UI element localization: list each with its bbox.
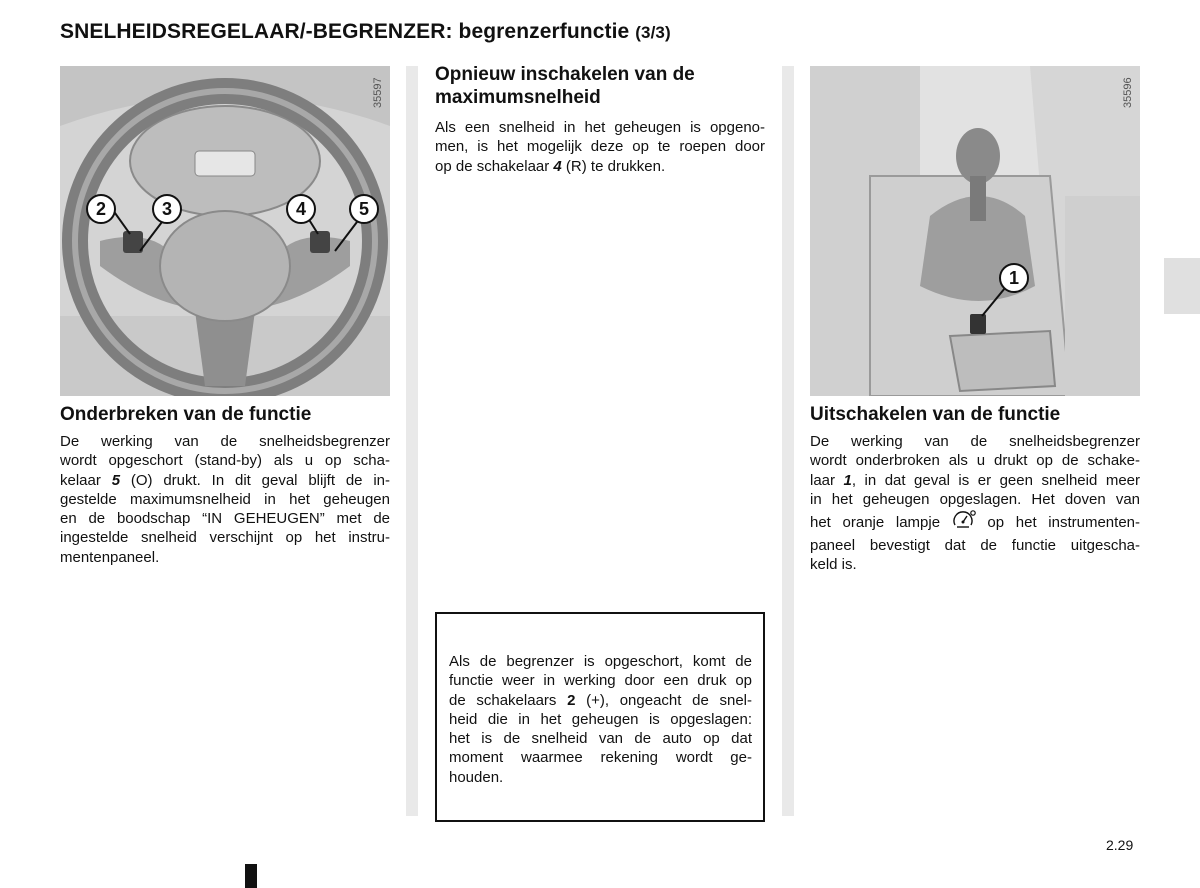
page-title (60, 20, 671, 44)
section-heading-disable: Uitschakelen van de functie (810, 404, 1061, 425)
gear-lever-figure (810, 66, 1140, 396)
text-span: op de schakelaar (435, 157, 554, 175)
speed-limiter-warning-icon (952, 509, 976, 531)
switch-number: 2 (567, 691, 576, 709)
page-title-text: SNELHEIDSREGELAAR/-BEGRENZER: begrenzerfunctie (60, 20, 630, 43)
text-span: laar (810, 471, 844, 489)
callout-1 (999, 263, 1029, 293)
text-line: keld is. (810, 556, 857, 574)
text-line: De werking van de snelheidsbegrenzer (810, 433, 1140, 450)
section-body-pause (60, 432, 390, 567)
crop-mark (245, 864, 257, 888)
text-line (810, 509, 1140, 536)
text-span: kelaar (60, 471, 112, 489)
section-body-disable (810, 432, 1140, 575)
text-line: gestelde maximumsnelheid in het geheugen (60, 490, 390, 508)
section-heading-reenable (435, 63, 765, 109)
text-span: op het instrumenten- (975, 514, 1140, 532)
callout-5 (349, 194, 379, 224)
note-box (435, 612, 765, 822)
text-span: (O) drukt. In dit geval blijft de in- (120, 471, 390, 489)
callout-3 (152, 194, 182, 224)
steering-wheel-illustration (60, 66, 390, 396)
text-span: , in dat geval is er geen snelheid meer (851, 471, 1140, 489)
switch-number: 4 (553, 157, 562, 175)
figure-reference-number: 35597 (372, 77, 384, 108)
callout-2 (86, 194, 116, 224)
page-number: 2.29 (1106, 837, 1134, 853)
text-line (449, 691, 752, 710)
text-line: paneel bevestigt dat de functie uitgescha- (810, 537, 1140, 555)
text-line: men, is het mogelijk deze op te roepen door (435, 138, 765, 156)
steering-wheel-figure (60, 66, 390, 396)
callout-1-label: 1 (1008, 268, 1019, 288)
text-line: functie weer in werking door een druk op (449, 672, 752, 690)
section-heading-pause: Onderbreken van de functie (60, 404, 312, 425)
callout-4 (286, 194, 316, 224)
note-text (449, 652, 752, 787)
text-line: moment waarmee rekening wordt ge- (449, 749, 752, 767)
callout-5-label: 5 (358, 199, 369, 219)
callout-2-label: 2 (95, 199, 106, 219)
heading-line: Opnieuw inschakelen van de (435, 64, 695, 85)
text-line: heid die in het geheugen is opgeslagen: (449, 710, 752, 728)
column-separator (782, 66, 794, 816)
text-line: Als een snelheid in het geheugen is opgeno- (435, 119, 765, 136)
text-line: De werking van de snelheidsbegrenzer (60, 433, 390, 450)
switch-number: 5 (111, 471, 121, 489)
callout-3-label: 3 (161, 199, 172, 219)
text-line: en de boodschap “IN GEHEUGEN” met de (60, 510, 390, 528)
text-span: het oranje lampje (810, 514, 952, 532)
text-line (435, 157, 765, 176)
section-body-reenable (435, 118, 765, 176)
text-line: ingestelde snelheid verschijnt op het instru- (60, 529, 390, 547)
column-separator (406, 66, 418, 816)
text-line: wordt opgeschort (stand-by) als u op scha- (60, 452, 390, 470)
text-line (810, 471, 1140, 490)
text-line: mentenpaneel. (60, 548, 160, 566)
heading-line: maximumsnelheid (435, 87, 601, 108)
text-line: het is de snelheid van de auto op dat (449, 730, 752, 748)
chapter-tab (1164, 258, 1200, 314)
text-span: (+), ongeacht de snel- (575, 691, 752, 709)
figure-reference-number: 35596 (1122, 77, 1134, 108)
text-line: in het geheugen opgeslagen. Het doven van (810, 490, 1140, 508)
page-title-part: (3/3) (635, 23, 671, 42)
text-span: (R) te drukken. (561, 157, 666, 175)
text-span: de schakelaars (449, 691, 568, 709)
text-line: houden. (449, 768, 504, 786)
text-line: Als de begrenzer is opgeschort, komt de (449, 653, 752, 670)
gear-lever-illustration (810, 66, 1140, 396)
text-line: wordt onderbroken als u drukt op de schake- (810, 452, 1140, 470)
text-line (60, 471, 390, 490)
switch-number: 1 (843, 471, 852, 489)
callout-4-label: 4 (295, 199, 306, 219)
